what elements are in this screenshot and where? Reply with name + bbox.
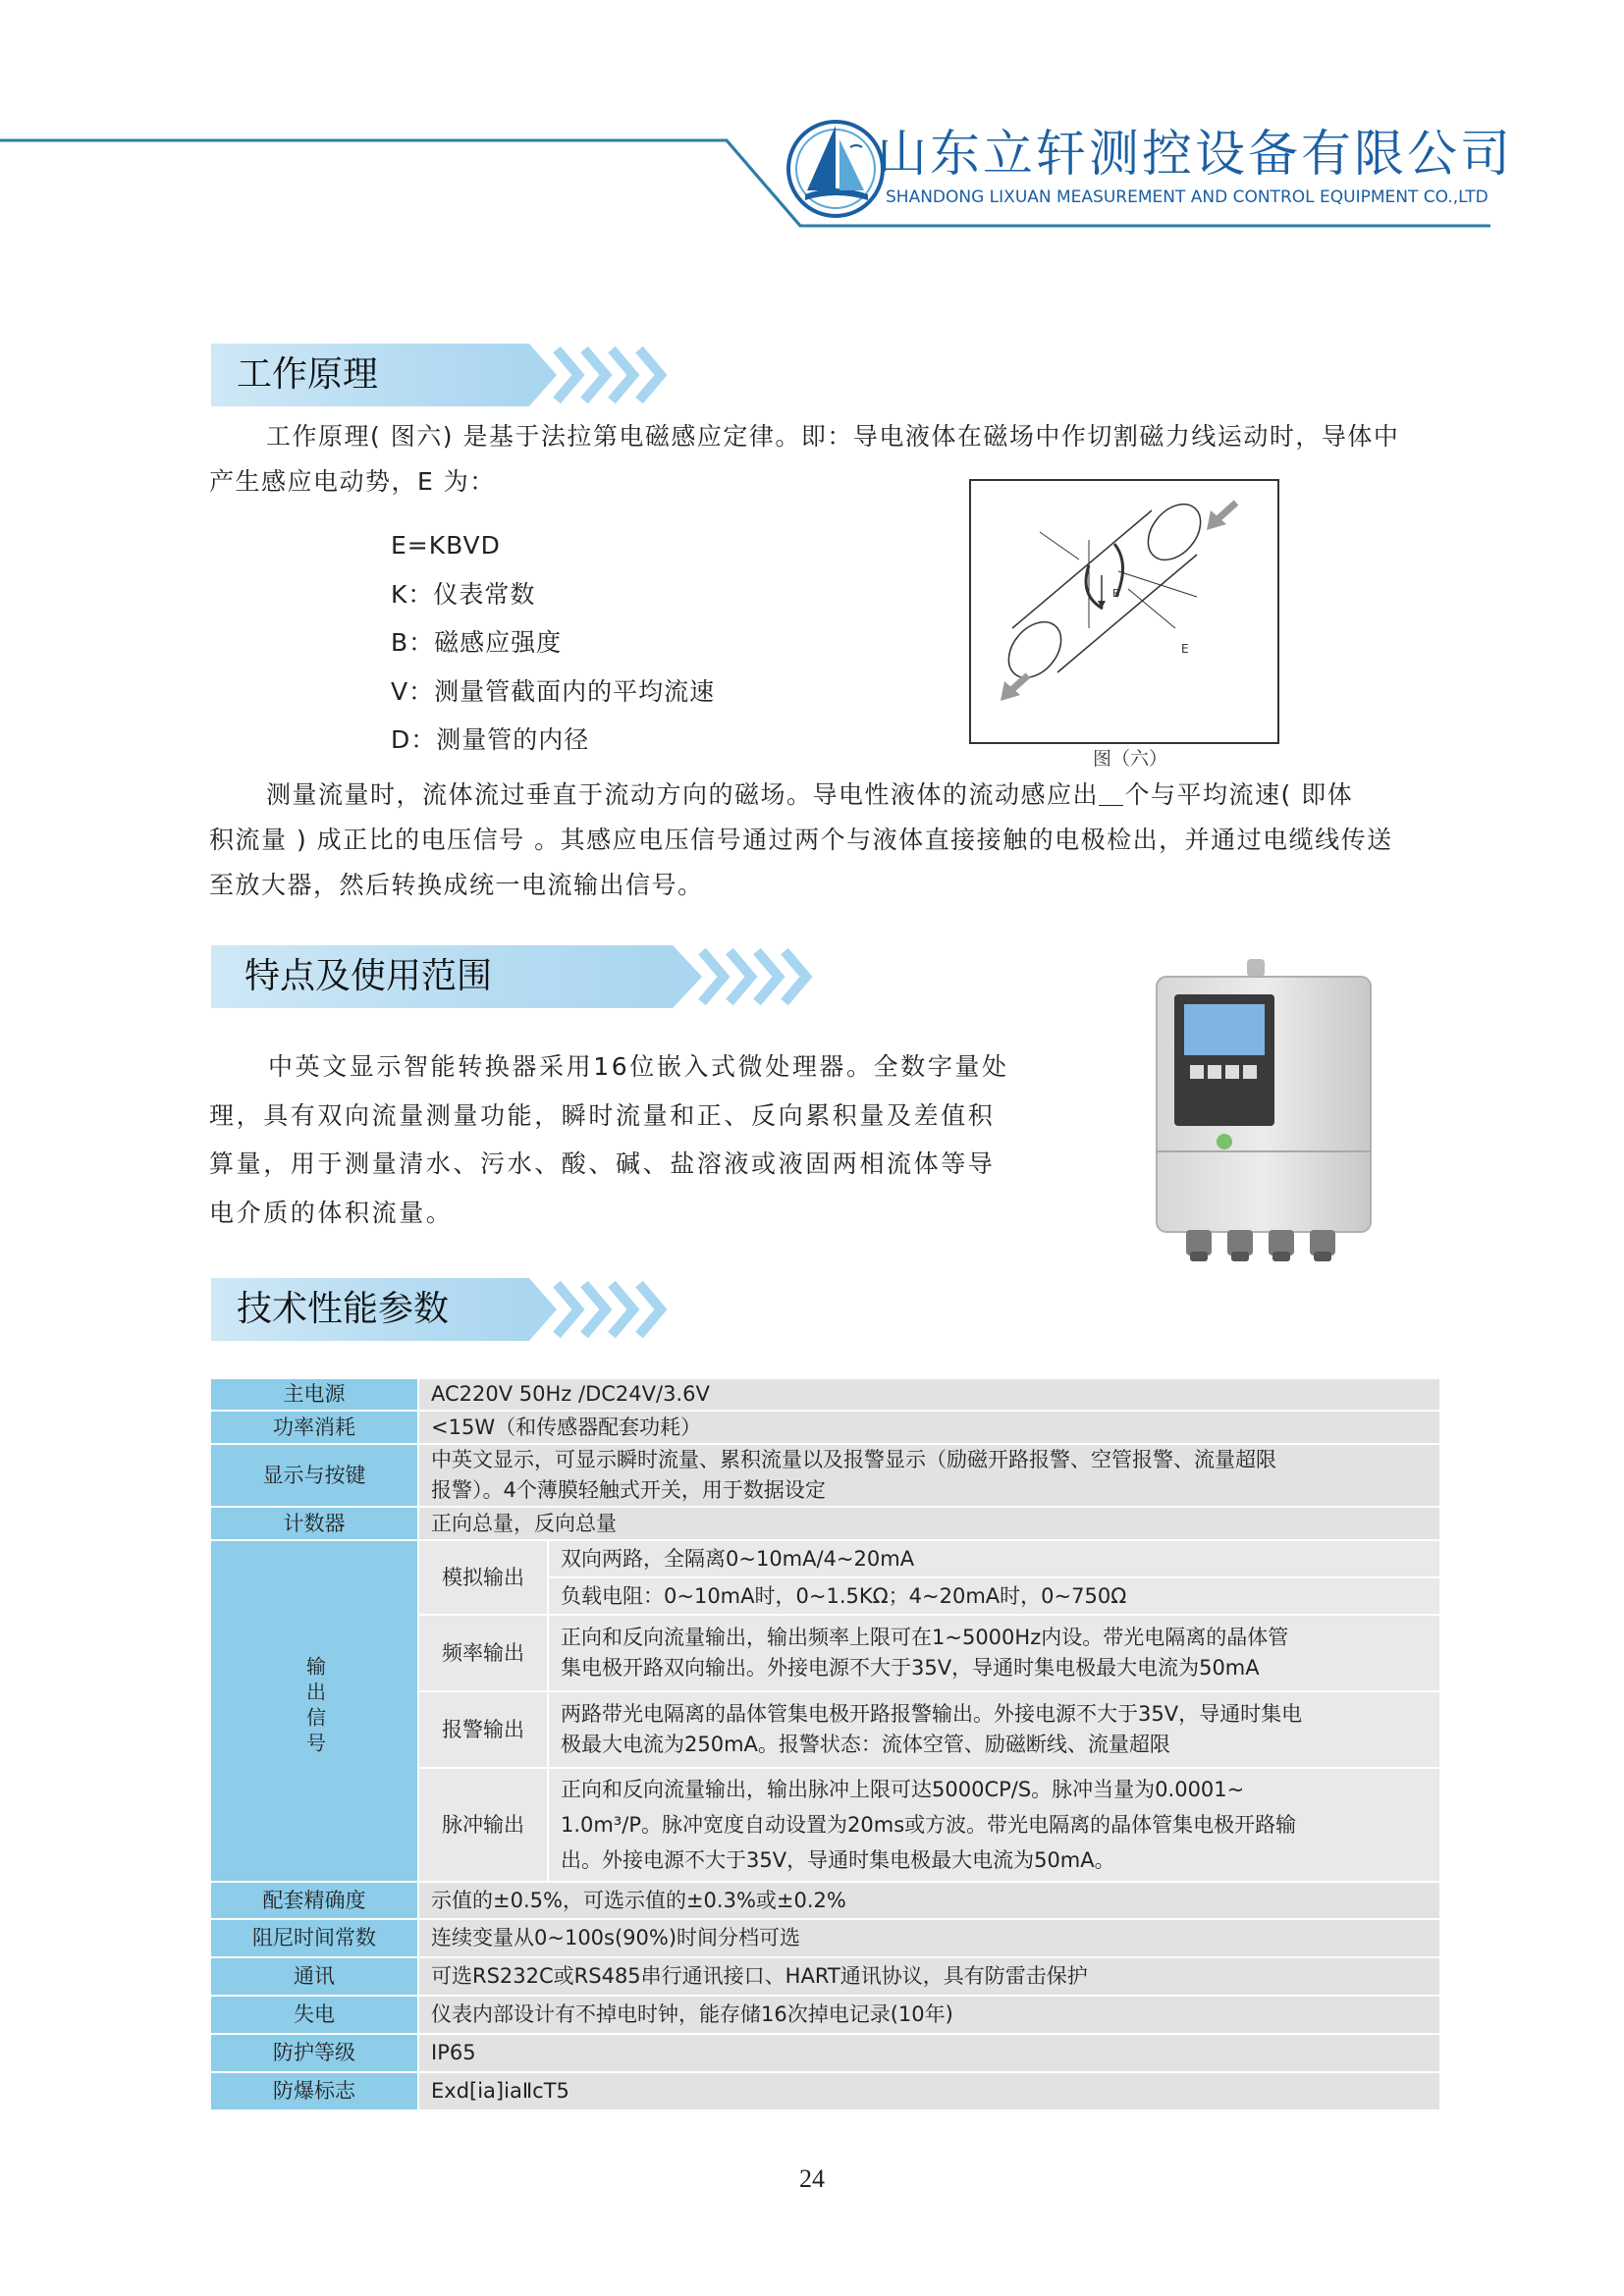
spec-value-line: 两路带光电隔离的晶体管集电极开路报警输出。外接电源不大于35V，导通时集电	[561, 1702, 1303, 1726]
principle-para-2	[209, 773, 1448, 908]
spec-value	[548, 1615, 1440, 1691]
spec-subkey: 模拟输出	[418, 1540, 548, 1615]
table-row	[210, 1540, 1440, 1577]
spec-value: 双向两路，全隔离0~10mA/4~20mA	[548, 1540, 1440, 1577]
spec-key: 显示与按键	[210, 1444, 418, 1507]
spec-value: 负载电阻：0~10mA时，0~1.5KΩ；4~20mA时，0~750Ω	[548, 1577, 1440, 1615]
spec-value-line: 出。外接电源不大于35V，导通时集电极最大电流为50mA。	[561, 1848, 1115, 1872]
para-line: 电介质的体积流量。	[209, 1198, 454, 1227]
para-line: 至放大器，然后转换成统一电流输出信号。	[209, 871, 704, 899]
formula-line: E=KBVD	[391, 531, 501, 560]
section-title: 技术性能参数	[237, 1289, 450, 1329]
converter-device-image	[1139, 957, 1384, 1291]
spec-value-line: 集电极开路双向输出。外接电源不大于35V，导通时集电极最大电流为50mA	[561, 1656, 1260, 1680]
spec-key: 计数器	[210, 1507, 418, 1540]
formula-line: V：测量管截面内的平均流速	[391, 676, 716, 706]
spec-subkey: 脉冲输出	[418, 1768, 548, 1882]
label-b: B	[1112, 587, 1120, 600]
section-banner-specs	[211, 1278, 663, 1341]
figure-6	[969, 479, 1279, 744]
table-row	[210, 2034, 1440, 2072]
spec-key: 配套精确度	[210, 1882, 418, 1919]
chevron-arrows-icon	[549, 344, 667, 406]
intro-line: 工作原理( 图六) 是基于法拉第电磁感应定律。即：导电液体在磁场中作切割磁力线运动时，导体中	[266, 422, 1400, 451]
company-logo	[788, 122, 883, 216]
spec-value-line: 正向和反向流量输出，输出脉冲上限可达5000CP/S。脉冲当量为0.0001~	[561, 1778, 1245, 1801]
spec-value: AC220V 50Hz /DC24V/3.6V	[418, 1378, 1440, 1411]
spec-value-line: 中英文显示，可显示瞬时流量、累积流量以及报警显示（励磁开路报警、空管报警、流量超限	[431, 1448, 1276, 1471]
table-row	[210, 1444, 1440, 1507]
spec-value: IP65	[418, 2034, 1440, 2072]
flow-arrow-in-icon	[1207, 503, 1236, 530]
section-banner-features	[211, 945, 820, 1008]
spec-value	[418, 1444, 1440, 1507]
spec-key: 通讯	[210, 1957, 418, 1996]
formula-line: K：仪表常数	[391, 579, 536, 609]
section-banner-principle	[211, 344, 663, 406]
formula-line: B：磁感应强度	[391, 628, 563, 657]
label-e: E	[1181, 642, 1189, 656]
spec-value: 可选RS232C或RS485串行通讯接口、HART通讯协议，具有防雷击保护	[418, 1957, 1440, 1996]
para-line: 算量，用于测量清水、污水、酸、碱、盐溶液或液固两相流体等导	[209, 1149, 996, 1178]
table-row	[210, 1411, 1440, 1444]
company-name-en: SHANDONG LIXUAN MEASUREMENT AND CONTROL EQUIPMENT CO.,LTD	[886, 187, 1489, 207]
para-line: 中英文显示智能转换器采用16位嵌入式微处理器。全数字量处	[268, 1052, 1009, 1081]
spec-value: <15W（和传感器配套功耗）	[418, 1411, 1440, 1444]
table-row	[210, 1996, 1440, 2034]
chevron-arrows-icon	[549, 1278, 667, 1341]
spec-key-output	[210, 1540, 418, 1882]
section-title: 特点及使用范围	[244, 956, 493, 996]
table-row	[210, 2072, 1440, 2110]
spec-value: 示值的±0.5%，可选示值的±0.3%或±0.2%	[418, 1882, 1440, 1919]
section-title: 工作原理	[237, 354, 379, 395]
spec-key: 阻尼时间常数	[210, 1919, 418, 1957]
figure-caption: 图（六）	[1093, 748, 1168, 770]
spec-key: 主电源	[210, 1378, 418, 1411]
spec-subkey: 频率输出	[418, 1615, 548, 1691]
spec-value: Exd[ia]iaⅡcT5	[418, 2072, 1440, 2110]
formula-line: D：测量管的内径	[391, 725, 590, 754]
output-signal-label: 输出信号	[302, 1655, 327, 1758]
flow-arrow-out-icon	[1001, 675, 1028, 701]
table-row	[210, 1919, 1440, 1957]
table-row	[210, 1882, 1440, 1919]
spec-value	[548, 1768, 1440, 1882]
company-name-cn: 山东立轩测控设备有限公司	[877, 126, 1514, 184]
table-row	[210, 1378, 1440, 1411]
formula-block	[391, 521, 715, 765]
para-line: 理，具有双向流量测量功能，瞬时流量和正、反向累积量及差值积	[209, 1100, 996, 1130]
spec-key: 失电	[210, 1996, 418, 2034]
spec-key: 防护等级	[210, 2034, 418, 2072]
spec-key: 功率消耗	[210, 1411, 418, 1444]
spec-value: 仪表内部设计有不掉电时钟，能存储16次掉电记录(10年)	[418, 1996, 1440, 2034]
spec-value-line: 1.0m³/P。脉冲宽度自动设置为20ms或方波。带光电隔离的晶体管集电极开路输	[561, 1813, 1297, 1837]
para-line: 测量流量时，流体流过垂直于流动方向的磁场。导电性液体的流动感应出＿个与平均流速( 即体	[266, 780, 1354, 809]
table-row	[210, 1507, 1440, 1540]
intro-line: 产生感应电动势，E 为：	[209, 467, 496, 496]
page-number: 24	[799, 2164, 825, 2193]
spec-value-line: 报警）。4个薄膜轻触式开关，用于数据设定	[431, 1478, 826, 1502]
features-para	[209, 1042, 1073, 1237]
chevron-arrows-icon	[694, 945, 812, 1008]
spec-value: 正向总量，反向总量	[418, 1507, 1440, 1540]
spec-value-line: 极最大电流为250mA。报警状态：流体空管、励磁断线、流量超限	[561, 1733, 1170, 1756]
table-row	[210, 1957, 1440, 1996]
pipe-diagram	[971, 481, 1277, 742]
para-line: 积流量 ) 成正比的电压信号 。其感应电压信号通过两个与液体直接接触的电极检出，并通过电缆线传送	[209, 826, 1393, 854]
spec-table	[209, 1377, 1441, 2111]
spec-subkey: 报警输出	[418, 1691, 548, 1768]
spec-value-line: 正向和反向流量输出，输出频率上限可在1~5000Hz内设。带光电隔离的晶体管	[561, 1626, 1289, 1649]
spec-value: 连续变量从0~100s(90%)时间分档可选	[418, 1919, 1440, 1957]
spec-key: 防爆标志	[210, 2072, 418, 2110]
spec-value	[548, 1691, 1440, 1768]
